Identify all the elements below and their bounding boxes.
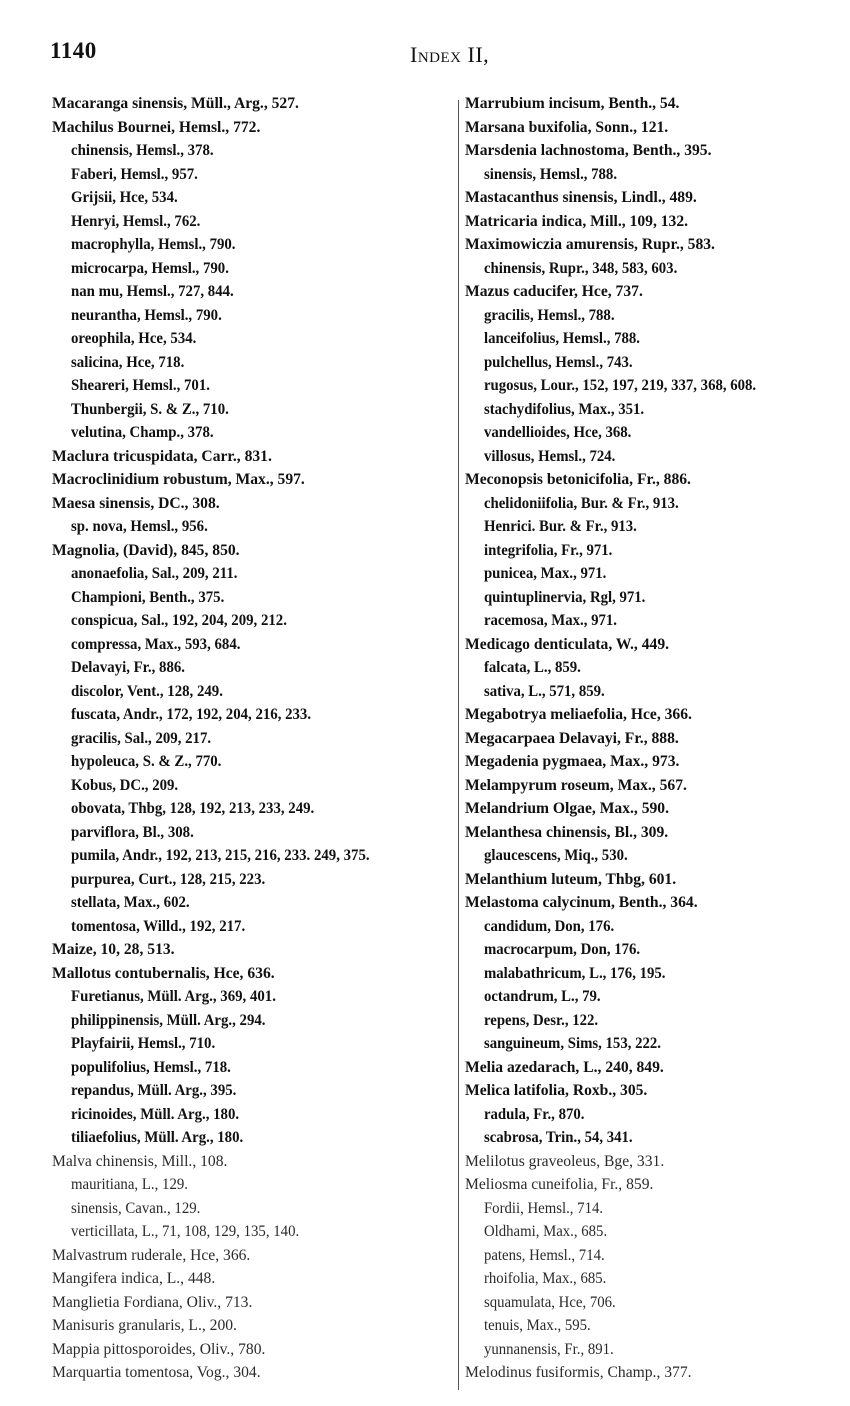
index-subentry: anonaefolia, Sal., 209, 211. — [71, 565, 238, 582]
index-subentry: rugosus, Lour., 152, 197, 219, 337, 368, 608. — [483, 377, 757, 394]
index-subentry: mauritiana, L., 129. — [71, 1176, 188, 1193]
index-subentry: hypoleuca, S. & Z., 770. — [71, 753, 222, 770]
index-subentry: velutina, Champ., 378. — [71, 424, 214, 441]
index-subentry: Henrici. Bur. & Fr., 913. — [483, 518, 637, 535]
index-subentry: repandus, Müll. Arg., 395. — [71, 1082, 237, 1099]
index-entry: Meconopsis betonicifolia, Fr., 886. — [465, 471, 691, 488]
index-subentry: salicina, Hce, 718. — [71, 353, 185, 371]
index-entry: Mastacanthus sinensis, Lindl., 489. — [465, 189, 697, 206]
index-subentry: vandellioides, Hce, 368. — [483, 424, 632, 441]
index-subentry: Henryi, Hemsl., 762. — [71, 212, 201, 230]
index-subentry: stachydifolius, Max., 351. — [483, 400, 645, 418]
index-subentry: falcata, L., 859. — [483, 659, 581, 676]
index-subentry: Faberi, Hemsl., 957. — [71, 165, 198, 183]
index-subentry: scabrosa, Trin., 54, 341. — [483, 1129, 633, 1146]
index-entry: Megacarpaea Delavayi, Fr., 888. — [465, 729, 679, 747]
index-subentry: stellata, Max., 602. — [71, 894, 190, 911]
index-subentry: squamulata, Hce, 706. — [483, 1293, 616, 1311]
index-subentry: racemosa, Max., 971. — [483, 612, 617, 629]
index-subentry: chinensis, Hemsl., 378. — [71, 142, 214, 159]
index-entry: Mazus caducifer, Hce, 737. — [465, 283, 643, 300]
index-subentry: neurantha, Hemsl., 790. — [71, 306, 222, 324]
index-subentry: repens, Desr., 122. — [483, 1011, 599, 1029]
index-entry: Melanthesa chinensis, Bl., 309. — [465, 823, 669, 841]
index-subentry: sp. nova, Hemsl., 956. — [71, 518, 208, 535]
index-subentry: Kobus, DC., 209. — [71, 776, 179, 794]
index-subentry: villosus, Hemsl., 724. — [483, 447, 616, 465]
index-entry: Maesa sinensis, DC., 308. — [52, 494, 220, 512]
index-entry: Marquartia tomentosa, Vog., 304. — [52, 1364, 261, 1381]
index-subentry: oreophila, Hce, 534. — [71, 330, 197, 347]
index-subentry: sinensis, Cavan., 129. — [71, 1199, 201, 1217]
index-entry: Manglietia Fordiana, Oliv., 713. — [52, 1293, 253, 1311]
index-entry: Meliosma cuneifolia, Fr., 859. — [465, 1176, 654, 1193]
index-subentry: yunnanensis, Fr., 891. — [483, 1340, 614, 1358]
index-subentry: rhoifolia, Max., 685. — [483, 1270, 607, 1287]
index-subentry: pumila, Andr., 192, 213, 215, 216, 233. 249, 375. — [71, 847, 370, 864]
index-entry: Melodinus fusiformis, Champ., 377. — [465, 1364, 692, 1381]
index-subentry: parviflora, Bl., 308. — [71, 823, 194, 841]
index-subentry: macrophylla, Hemsl., 790. — [71, 236, 236, 253]
index-subentry: gracilis, Hemsl., 788. — [483, 306, 615, 324]
index-subentry: Sheareri, Hemsl., 701. — [71, 377, 210, 394]
index-entry: Marsdenia lachnostoma, Benth., 395. — [465, 142, 712, 159]
index-subentry: gracilis, Sal., 209, 217. — [71, 729, 212, 747]
index-entry: Megadenia pygmaea, Max., 973. — [465, 753, 680, 770]
index-subentry: pulchellus, Hemsl., 743. — [483, 353, 633, 371]
index-entry: Melampyrum roseum, Max., 567. — [465, 776, 687, 794]
index-subentry: malabathricum, L., 176, 195. — [483, 964, 666, 982]
index-subentry: verticillata, L., 71, 108, 129, 135, 140. — [71, 1223, 300, 1240]
index-subentry: Fordii, Hemsl., 714. — [483, 1199, 604, 1217]
index-entry: Marsana buxifolia, Sonn., 121. — [465, 118, 669, 136]
index-subentry: punicea, Max., 971. — [483, 565, 607, 582]
index-subentry: glaucescens, Miq., 530. — [483, 847, 628, 864]
index-subentry: candidum, Don, 176. — [483, 917, 615, 935]
index-entry: Mangifera indica, L., 448. — [52, 1270, 216, 1287]
index-subentry: compressa, Max., 593, 684. — [71, 635, 241, 653]
index-entry: Malva chinensis, Mill., 108. — [52, 1152, 228, 1170]
index-subentry: Oldhami, Max., 685. — [483, 1223, 608, 1240]
index-subentry: sativa, L., 571, 859. — [483, 682, 605, 700]
index-entry: Mallotus contubernalis, Hce, 636. — [52, 964, 275, 982]
index-entry: Melandrium Olgae, Max., 590. — [465, 800, 669, 817]
index-entry: Melia azedarach, L., 240, 849. — [465, 1058, 664, 1076]
index-subentry: sanguineum, Sims, 153, 222. — [483, 1035, 661, 1052]
index-entry: Medicago denticulata, W., 449. — [465, 635, 670, 653]
index-entry: Melilotus graveoleus, Bge, 331. — [465, 1152, 665, 1170]
index-subentry: integrifolia, Fr., 971. — [483, 541, 613, 559]
index-subentry: ricinoides, Müll. Arg., 180. — [71, 1105, 240, 1123]
index-subentry: obovata, Thbg, 128, 192, 213, 233, 249. — [71, 800, 315, 817]
index-entry: Malvastrum ruderale, Hce, 366. — [52, 1246, 251, 1264]
index-entry: Macaranga sinensis, Müll., Arg., 527. — [52, 95, 299, 112]
index-subentry: chelidoniifolia, Bur. & Fr., 913. — [483, 494, 679, 512]
index-subentry: chinensis, Rupr., 348, 583, 603. — [483, 259, 678, 277]
index-entry: Megabotrya meliaefolia, Hce, 366. — [465, 706, 692, 723]
index-subentry: fuscata, Andr., 172, 192, 204, 216, 233. — [71, 706, 312, 723]
index-subentry: Thunbergii, S. & Z., 710. — [71, 400, 229, 418]
index-subentry: philippinensis, Müll. Arg., 294. — [71, 1011, 266, 1029]
index-subentry: tiliaefolius, Müll. Arg., 180. — [71, 1129, 244, 1146]
index-subentry: tomentosa, Willd., 192, 217. — [71, 917, 246, 935]
index-column-left — [52, 92, 457, 1385]
index-subentry: tenuis, Max., 595. — [483, 1317, 591, 1334]
index-subentry: nan mu, Hemsl., 727, 844. — [71, 283, 234, 300]
running-head: Index II, — [410, 42, 490, 67]
index-entry: Manisuris granularis, L., 200. — [52, 1317, 237, 1334]
index-subentry: purpurea, Curt., 128, 215, 223. — [71, 870, 266, 888]
page-number: 1140 — [50, 38, 97, 63]
index-subentry: octandrum, L., 79. — [483, 988, 601, 1005]
index-entry: Melastoma calycinum, Benth., 364. — [465, 894, 698, 911]
index-subentry: Furetianus, Müll. Arg., 369, 401. — [71, 988, 276, 1005]
index-subentry: sinensis, Hemsl., 788. — [483, 165, 618, 183]
index-entry: Maize, 10, 28, 513. — [52, 941, 175, 958]
index-entry: Magnolia, (David), 845, 850. — [52, 541, 240, 559]
index-entry: Macroclinidium robustum, Max., 597. — [52, 471, 305, 488]
index-entry: Machilus Bournei, Hemsl., 772. — [52, 118, 261, 136]
index-subentry: populifolius, Hemsl., 718. — [71, 1058, 231, 1076]
index-subentry: radula, Fr., 870. — [483, 1105, 585, 1123]
index-entry: Mappia pittosporoides, Oliv., 780. — [52, 1340, 266, 1358]
index-entry: Matricaria indica, Mill., 109, 132. — [465, 212, 689, 230]
index-subentry: Playfairii, Hemsl., 710. — [71, 1035, 216, 1052]
index-subentry: conspicua, Sal., 192, 204, 209, 212. — [71, 612, 287, 629]
index-subentry: microcarpa, Hemsl., 790. — [71, 259, 229, 277]
index-subentry: macrocarpum, Don, 176. — [483, 941, 641, 958]
index-entry: Maclura tricuspidata, Carr., 831. — [52, 447, 272, 465]
index-entry: Maximowiczia amurensis, Rupr., 583. — [465, 236, 715, 253]
index-subentry: discolor, Vent., 128, 249. — [71, 682, 223, 700]
index-subentry: Grijsii, Hce, 534. — [71, 189, 178, 206]
index-subentry: Championi, Benth., 375. — [71, 588, 225, 606]
index-subentry: quintuplinervia, Rgl, 971. — [483, 588, 646, 606]
index-column-right — [465, 92, 847, 1385]
index-subentry: lanceifolius, Hemsl., 788. — [483, 330, 641, 347]
index-entry: Melanthium luteum, Thbg, 601. — [465, 870, 677, 888]
index-subentry: patens, Hemsl., 714. — [483, 1246, 605, 1264]
column-divider — [458, 100, 459, 1390]
index-entry: Marrubium incisum, Benth., 54. — [465, 95, 680, 112]
index-subentry: Delavayi, Fr., 886. — [71, 659, 185, 676]
index-entry: Melica latifolia, Roxb., 305. — [465, 1082, 648, 1099]
